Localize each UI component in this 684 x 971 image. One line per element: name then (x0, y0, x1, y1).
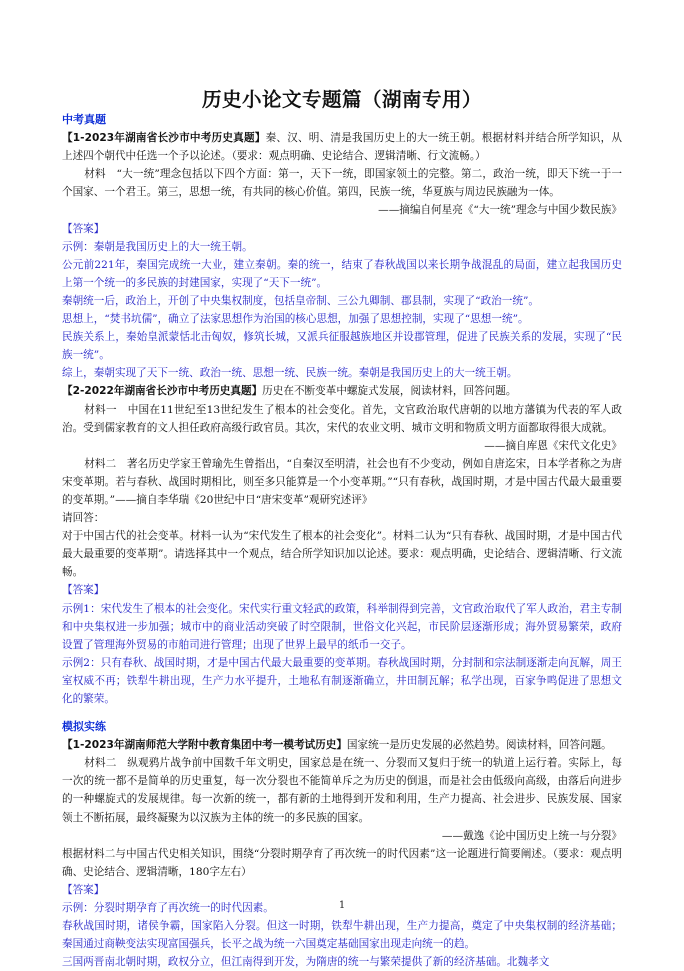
answer-label: 【答案】 (62, 584, 105, 597)
answer-paragraph: 综上，秦朝实现了天下一统、政治一统、思想一统、民族一统。秦朝是我国历史上的大一统王朝。 (62, 367, 518, 380)
answer-paragraph: 示例：秦朝是我国历史上的大一统王朝。 (62, 240, 253, 253)
question-1 (62, 736, 622, 754)
section-heading: 中考真题 (62, 113, 106, 126)
answer-paragraph: 春秋战国时期，诸侯争霸，国家陷入分裂。但这一时期，铁犁牛耕出现，生产力提高，奠定了中央集权制的经济基础；秦国通过商鞅变法实现富国强兵，长平之战为统一六国奠定基础国家出现走向统一的趋。 (62, 920, 622, 951)
material: 材料一 中国在11世纪至13世纪发生了根本的社会变化。首先，文官政治取代唐朝的以地方藩镇为代表的军人政治。受到儒家教育的文人担任政府高级行政官员。其次，宋代的农业文明、城市文明和物质文明方面都取得很大成就。 (62, 403, 622, 434)
question-tag: 【2-2022年湖南省长沙市中考历史真题】 (62, 385, 263, 398)
question-2 (62, 382, 622, 400)
question-prompt: 秦、汉、明、清是我国历史上的大一统王朝。根据材料并结合所学知识，从上述四个朝代中任选一个予以论述。（要求：观点明确、史论结合、逻辑清晰、行文流畅。） (62, 132, 622, 163)
material-source: ——摘编自何星亮《“大一统”理念与中国少数民族》 (378, 204, 622, 217)
answer-paragraph: 示例2：只有春秋、战国时期，才是中国古代最大最重要的变革期。春秋战国时期，分封制和宗法制逐渐走向瓦解，周王室权威不再；铁犁牛耕出现，生产力水平提升，土地私有制逐渐确立，井田制瓦解；私学出现，百家争鸣促进了思想文化的繁荣。 (62, 656, 622, 705)
page-number: 1 (338, 900, 346, 911)
section-gap (62, 708, 622, 718)
document-body (62, 111, 622, 971)
answer-paragraph: 示例1：宋代发生了根本的社会变化。宋代实行重文轻武的政策，科举制得到完善，文官政治取代了军人政治，君主专制和中央集权进一步加强；城市中的商业活动突破了时空限制，世俗文化兴起，市民阶层逐渐形成；海外贸易繁荣，政府设置了管理海外贸易的市舶司进行管理；出现了世界上最早的纸币一交子。 (62, 602, 622, 651)
answer-paragraph: 三国两晋南北朝时期，政权分立，但江南得到开发，为隋唐的统一与繁荣提供了新的经济基础。北魏孝文 (62, 956, 550, 969)
answer-paragraph: 秦朝统一后，政治上，开创了中央集权制度，包括皇帝制、三公九卿制、郡县制，实现了“政治一统”。 (62, 294, 539, 307)
section-heading: 模拟实练 (62, 720, 106, 734)
answer-label: 【答案】 (62, 222, 105, 235)
material-source: ——摘自库恩《宋代文化史》 (484, 439, 622, 452)
answer-paragraph: 民族关系上，秦始皇派蒙恬北击匈奴，修筑长城，又派兵征服越族地区并设郡管理，促进了民族关系的发展，实现了“民族一统”。 (62, 331, 622, 362)
question-ask: 根据材料二与中国古代史相关知识，围绕“分裂时期孕育了再次统一的时代因素”这一论题进行简要阐述。（要求：观点明确、史论结合、逻辑清晰，180字左右） (62, 847, 622, 878)
page-title: 历史小论文专题篇（湖南专用） (201, 88, 482, 111)
question-1 (62, 129, 622, 165)
ask-label: 请回答： (62, 512, 105, 525)
material: 材料 “大一统”理念包括以下四个方面：第一，天下一统，即国家领土的完整。第二，政治一统，即天下统一于一个国家、一个君王。第三，思想一统，有共同的核心价值。第四，民族一统，华夏族与周边民族融为一体。 (62, 168, 622, 199)
question-prompt: 历史在不断变革中螺旋式发展，阅读材料，回答问题。 (262, 385, 517, 398)
question-prompt: 国家统一是历史发展的必然趋势。阅读材料，回答问题。 (346, 739, 612, 752)
question-tag: 【1-2023年湖南省长沙市中考历史真题】 (62, 132, 266, 145)
question-tag: 【1-2023年湖南师范大学附中教育集团中考一模考试历史】 (62, 739, 347, 752)
question-ask: 对于中国古代的社会变革。材料一认为“宋代发生了根本的社会变化”。材料二认为“只有春秋、战国时期，才是中国古代最大最重要的变革期”。请选择其中一个观点，结合所学知识加以论述。要求：观点明确，史论结合、逻辑清晰、行文流畅。 (62, 530, 622, 579)
answer-paragraph: 思想上，“焚书坑儒”，确立了法家思想作为治国的核心思想，加强了思想控制，实现了“思想一统”。 (62, 313, 529, 326)
answer-label: 【答案】 (62, 883, 105, 896)
material: 材料二 著名历史学家王曾瑜先生曾指出，“自秦汉至明清，社会也有不少变动，例如自唐迄宋，日本学者称之为唐宋变革期。若与春秋、战国时期相比，则至多只能算是一个小变革期。”“只有春秋，战国时期，才是中国古代最大最重要的变革期。”——摘自李华瑞《20世纪中日“唐宋变革”观研究述评》 (62, 457, 622, 506)
answer-paragraph: 公元前221年，秦国完成统一大业，建立秦朝。秦的统一，结束了春秋战国以来长期争战混乱的局面，建立起我国历史上第一个统一的多民族的封建国家，实现了“天下一统”。 (62, 258, 622, 289)
material: 材料二 纵观鸦片战争前中国数千年文明史，国家总是在统一、分裂而又复归于统一的轨道上运行着。实际上，每一次的统一都不是简单的历史重复，每一次分裂也不能简单斥之为历史的倒退，而是社会由低级向高级，由落后向进步的一种螺旋式的发展规律。每一次新的统一，都有新的土地得到开发和利用，生产力提高、社会进步、民族发展、国家领土不断拓展，最终凝聚为以汉族为主体的统一的多民族的国家。 (62, 757, 622, 824)
answer-paragraph: 示例：分裂时期孕育了再次统一的时代因素。 (62, 902, 274, 915)
material-source: ——戴逸《论中国历史上统一与分裂》 (441, 829, 622, 842)
